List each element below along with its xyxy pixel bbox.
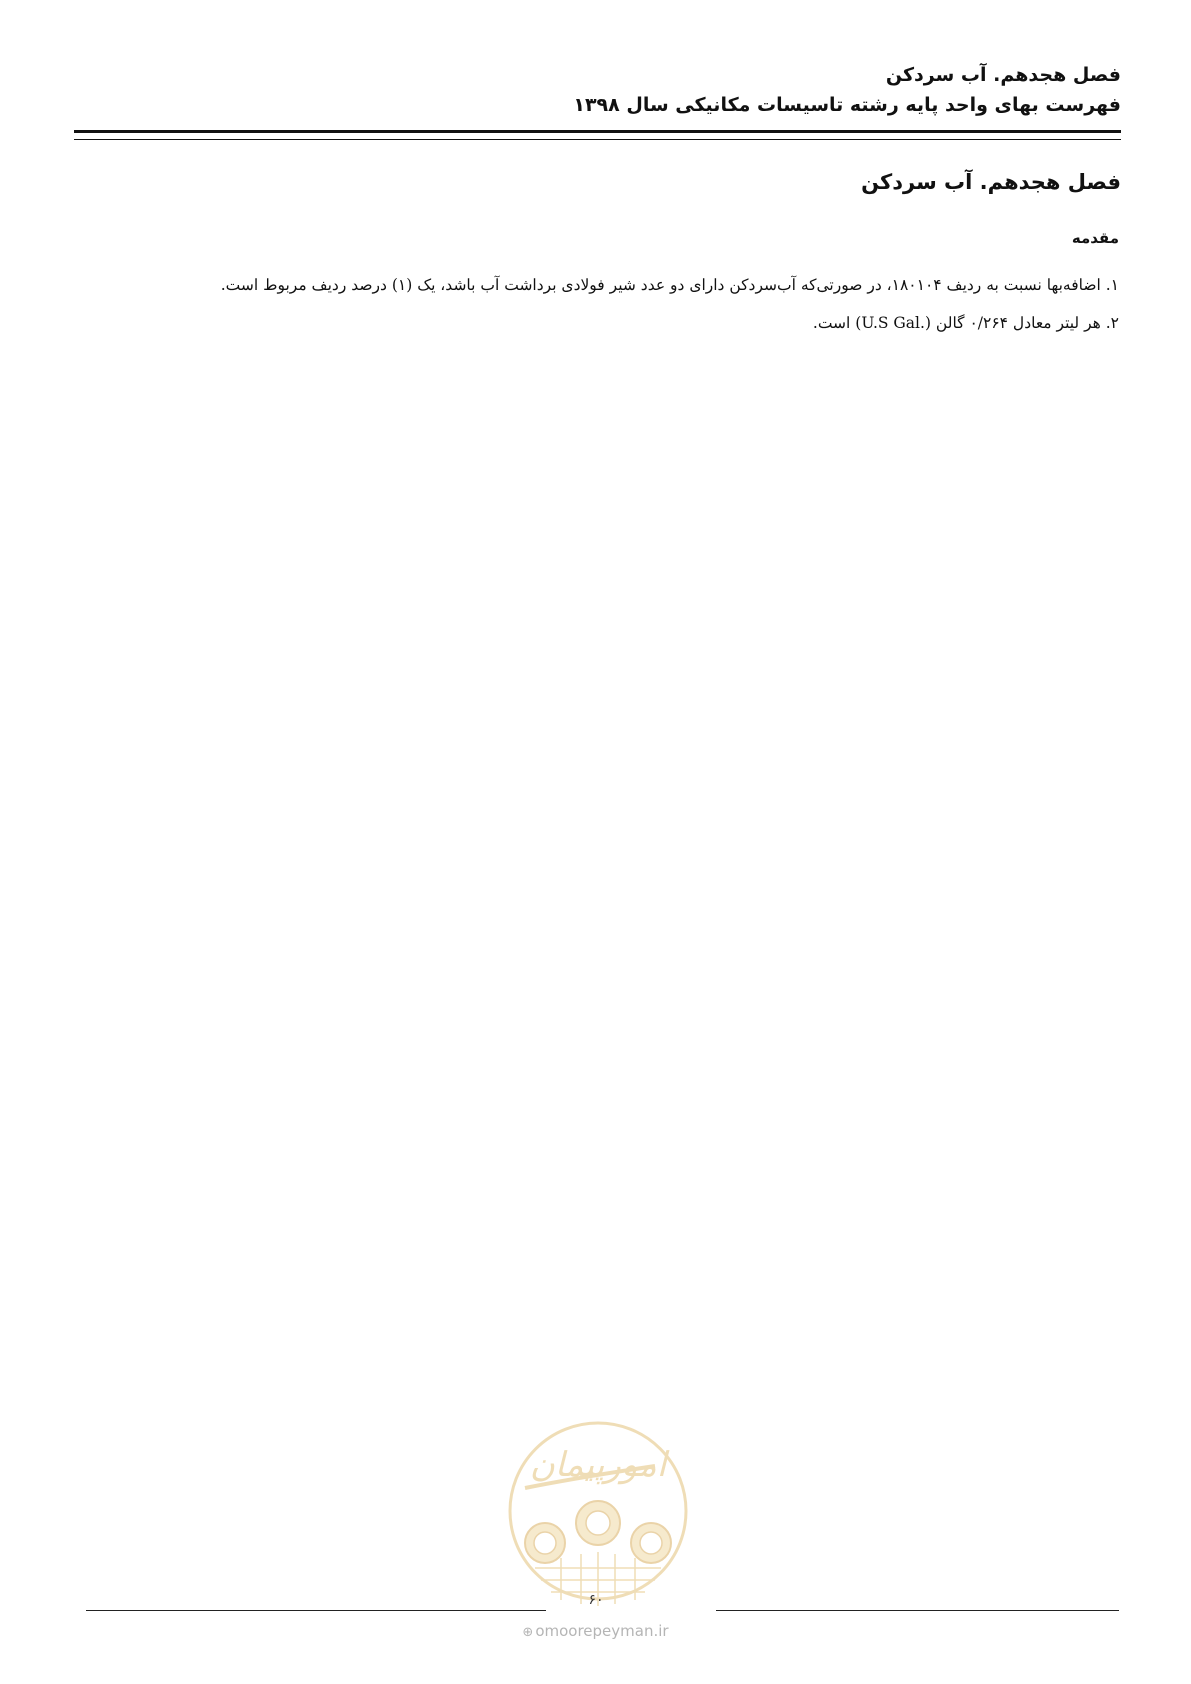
running-header (74, 60, 1121, 120)
paragraph-item-2: ۲. هر لیتر معادل ۰/۲۶۴ گالن (.U.S Gal) است. (812, 314, 1119, 332)
footer-rule-left (86, 1610, 546, 1611)
omoorepeyman-watermark-logo (505, 1418, 691, 1608)
chapter-title: فصل هجدهم. آب سردکن (861, 170, 1121, 194)
globe-icon: ⊕ (522, 1625, 534, 1640)
paragraph-item-1: ۱. اضافه‌بها نسبت به ردیف ۱۸۰۱۰۴، در صورتی‌که آب‌سردکن دارای دو عدد شیر فولادی برداشت آب باشد، یک (۱) درصد ردیف مربوط است. (220, 276, 1119, 294)
footer-rule-right (716, 1610, 1119, 1611)
page-number: ۶۰ (588, 1592, 604, 1608)
footer-website[interactable] (0, 1622, 1191, 1640)
introduction-body (86, 266, 1119, 342)
section-heading-introduction: مقدمه (1071, 229, 1119, 247)
watermark-wordmark: امورپیمان (529, 1445, 667, 1485)
footer-website-text: omoorepeyman.ir (535, 1622, 669, 1640)
header-document-title: فهرست بهای واحد پایه رشته تاسیسات مکانیکی سال ۱۳۹۸ (573, 94, 1121, 116)
header-double-rule (74, 130, 1121, 140)
header-chapter-title: فصل هجدهم. آب سردکن (885, 64, 1121, 86)
